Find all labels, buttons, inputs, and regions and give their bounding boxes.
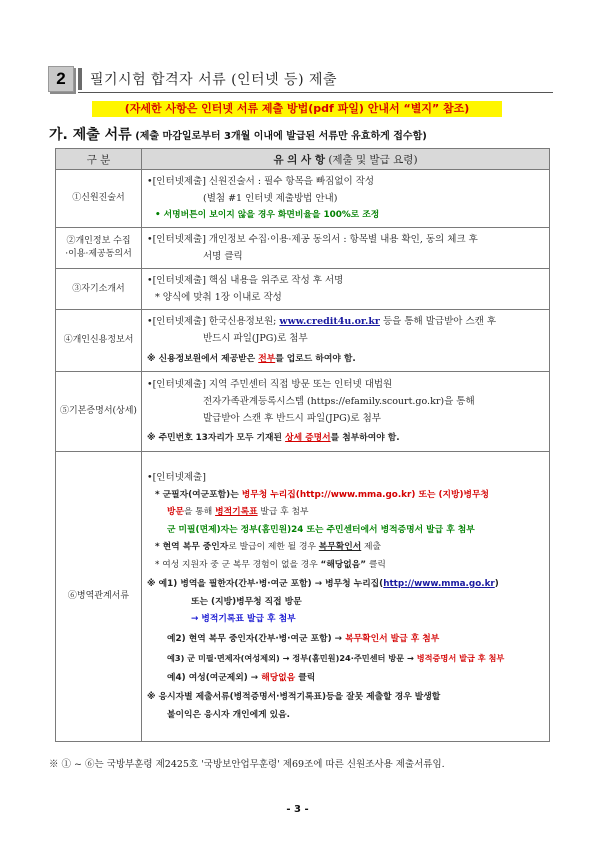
documents-table <box>55 148 550 742</box>
table-row <box>56 452 550 742</box>
note-text: 를 첨부하여야 함. <box>330 433 400 443</box>
warning-line: ※ 응시자별 제출서류(병적증명서·병적기록표)등을 잘못 제출할 경우 발생할 <box>147 692 441 702</box>
example-line: 또는 (지방)병무청 직접 방문 <box>191 596 302 607</box>
note-line <box>147 557 545 575</box>
note-emphasis: 병적기록표 <box>215 507 258 517</box>
note-text: ) <box>494 579 499 589</box>
note-text: 를 업로드 하여야 함. <box>275 354 356 364</box>
note-emphasis: 병무청 누리집(http://www.mma.go.kr) 또는 (지방)병무청 <box>241 489 490 500</box>
row-notes <box>142 269 550 310</box>
note-text: 을 통해 <box>184 507 216 517</box>
row-label: ⑤기본증명서(상세) <box>56 372 142 452</box>
note-text: 클릭 <box>295 672 316 683</box>
note-text: ※ 주민번호 13자리가 모두 기재된 <box>147 433 286 443</box>
subheading-note: (제출 마감일로부터 3개월 이내에 발급된 서류만 유효하게 접수함) <box>135 131 427 142</box>
note-line: (별첨 #1 인터넷 제출방법 안내) <box>203 193 338 204</box>
table-row <box>56 310 550 372</box>
example-line <box>147 670 545 688</box>
note-text: 예3) 군 미필·면제자(여성제외) → 정부(홈민원)24·주민센터 방문 → <box>167 653 417 663</box>
table-header-row <box>56 149 550 170</box>
note-text: 로 발급이 제한 될 경우 <box>228 542 319 552</box>
notice-banner: (자세한 사항은 인터넷 서류 제출 방법(pdf 파일) 안내서 “별지” 참조) <box>92 101 502 117</box>
header-category: 구 분 <box>56 149 142 170</box>
row-notes <box>142 228 550 269</box>
note-text: * 여성 지원자 중 군 복무 경험이 없을 경우 <box>155 559 321 570</box>
note-emphasis: 해당없음 <box>261 672 296 683</box>
note-line <box>147 313 545 330</box>
section-title: 필기시험 합격자 서류 (인터넷 등) 제출 <box>90 72 338 88</box>
row-label: ③자기소개서 <box>56 269 142 310</box>
example-line <box>147 650 545 668</box>
subheading-prefix: 가. 제출 서류 <box>49 127 132 143</box>
table-row <box>56 269 550 310</box>
section-underline <box>78 92 553 93</box>
row-label-part: ·이용·제공동의서 <box>65 249 132 259</box>
warning-line: 불이익은 응시자 개인에게 있음. <box>167 709 291 720</box>
note-line: 군 미필(면제)자는 정부(홈민원)24 또는 주민센터에서 병적증명서 발급 후 첨부 <box>167 524 475 535</box>
table-row <box>56 170 550 228</box>
note-warning <box>147 430 545 447</box>
footnote: ※ ① ~ ⑥는 국방부훈령 제2425호 '국방보안업무훈령' 제69조에 따른 신원조사용 제출서류임. <box>49 759 445 770</box>
note-line <box>147 504 545 522</box>
note-line <box>147 539 545 557</box>
note-text: 제출 <box>361 542 382 552</box>
example-line <box>147 631 545 649</box>
note-emphasis: 복무확인서 <box>318 542 362 552</box>
page-number: - 3 - <box>286 804 309 815</box>
section-number: 2 <box>48 66 74 92</box>
note-line: •[인터넷제출] <box>147 472 206 483</box>
row-label <box>56 228 142 269</box>
example-line: → 병적기록표 발급 후 첨부 <box>191 614 296 624</box>
note-emphasis: “해당없음” <box>320 559 367 570</box>
note-line: •[인터넷제출] 신원진술서 : 필수 항목을 빠짐없이 작성 <box>147 176 375 187</box>
note-text: 등을 통해 발급받아 스캔 후 <box>379 316 496 327</box>
note-line: •[인터넷제출] 개인정보 수집·이용·제공 동의서 : 항목별 내용 확인, 동의 체크 후 <box>147 234 478 245</box>
note-emphasis: 상세 증명서 <box>285 433 331 443</box>
note-line <box>147 487 545 505</box>
row-notes <box>142 310 550 372</box>
row-notes <box>142 372 550 452</box>
note-line: 전자가족관계등록시스템 (https://efamily.scourt.go.kr)을 통해 <box>203 396 475 407</box>
table-row <box>56 372 550 452</box>
table-row <box>56 228 550 269</box>
note-emphasis: 복무확인서 발급 후 첨부 <box>345 633 440 644</box>
note-text: 클릭 <box>366 559 386 570</box>
row-label-part: ②개인정보 수집 <box>66 236 131 246</box>
section-bar <box>78 68 82 90</box>
note-text: ※ 예1) 병역을 필한자(간부·병·여군 포함) → 병무청 누리집( <box>147 579 384 589</box>
header-notes-sub: (제출 및 발급 요령) <box>328 153 418 166</box>
note-text: 발급 후 첨부 <box>257 507 309 517</box>
note-line: • 서명버튼이 보이지 않을 경우 화면비율을 100%로 조정 <box>155 210 380 220</box>
row-label: ①신원진술서 <box>56 170 142 228</box>
note-emphasis: 병적증명서 발급 후 첨부 <box>416 653 505 663</box>
header-notes <box>142 149 550 170</box>
note-line: 발급받아 스캔 후 반드시 파일(JPG)로 첨부 <box>203 413 381 424</box>
mma-url-link[interactable]: http://www.mma.go.kr <box>383 579 495 589</box>
note-text: * 군필자(여군포함)는 <box>155 489 242 500</box>
note-text: 예2) 현역 복무 중인자(간부·병·여군 포함) → <box>167 633 346 644</box>
note-line: * 양식에 맞춰 1장 이내로 작성 <box>155 292 282 303</box>
note-line: •[인터넷제출] 지역 주민센터 직접 방문 또는 인터넷 대법원 <box>147 379 393 390</box>
header-notes-main: 유 의 사 항 <box>273 153 325 166</box>
row-notes <box>142 170 550 228</box>
subheading <box>49 124 559 144</box>
note-emphasis: 전부 <box>258 354 276 364</box>
note-line: •[인터넷제출] 핵심 내용을 위주로 작성 후 서명 <box>147 275 344 286</box>
example-line <box>147 576 545 594</box>
note-emphasis: 방문 <box>167 507 184 517</box>
row-label: ④개인신용정보서 <box>56 310 142 372</box>
note-line: 서명 클릭 <box>203 251 243 262</box>
row-label: ⑥병역관계서류 <box>56 452 142 742</box>
note-warning <box>147 351 545 368</box>
note-text: ※ 신용정보원에서 제공받은 <box>147 354 259 364</box>
row-notes <box>142 452 550 742</box>
note-text: •[인터넷제출] 한국신용정보원; <box>147 316 280 327</box>
note-text: 예4) 여성(여군제외) → <box>167 672 262 683</box>
note-text: * 현역 복무 중인자 <box>155 542 229 552</box>
section-header <box>48 66 553 94</box>
credit-url-link[interactable]: www.credit4u.or.kr <box>279 316 380 327</box>
note-line: 반드시 파일(JPG)로 첨부 <box>203 333 308 344</box>
